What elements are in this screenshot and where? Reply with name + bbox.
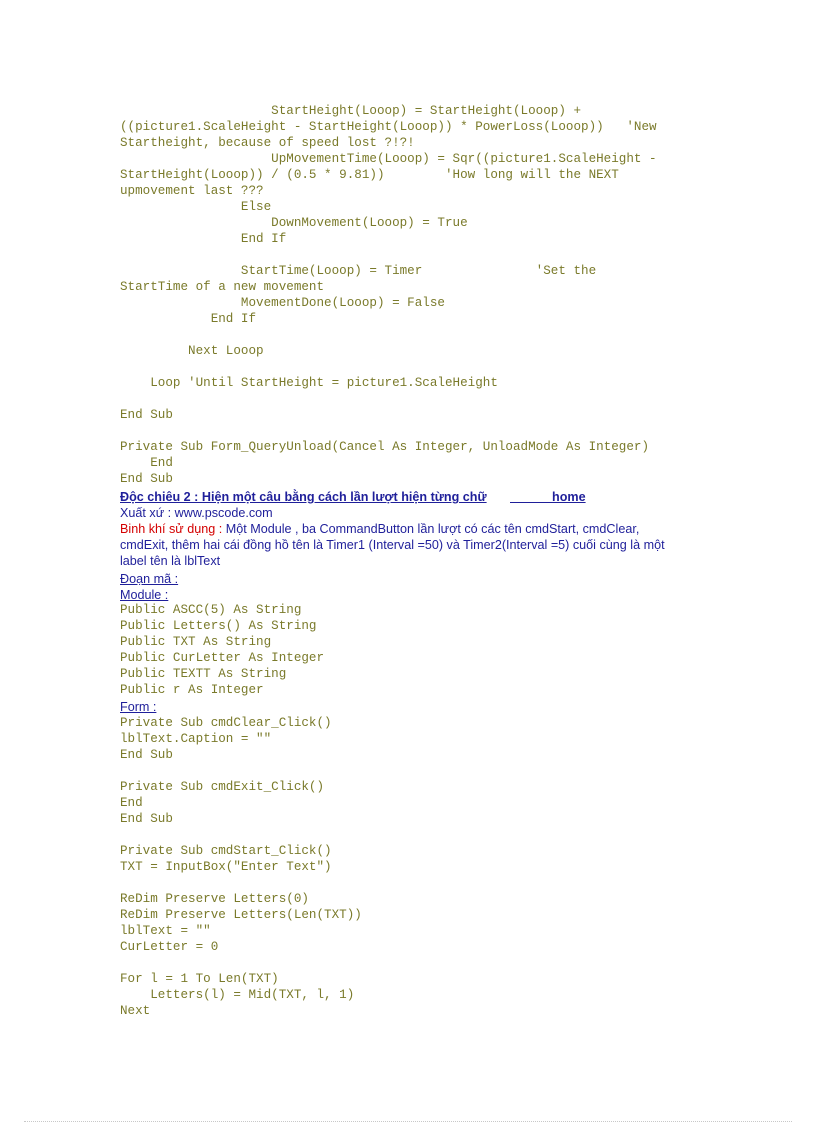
home-link[interactable]: home [552,490,586,504]
module-heading-text: Module : [120,588,169,602]
section-title [120,489,700,505]
title-underline-gap [510,502,552,503]
page-bottom-divider [24,1121,792,1122]
code-block-module: Public ASCC(5) As String Public Letters() As String Public TXT As String Public CurLetter As Integer Public TEXTT As String Public r As Integer [120,603,325,697]
section-title-text: Độc chiêu 2 : Hiện một câu bằng cách lần lượt hiện từng chữ [120,490,487,504]
form-heading-text: Form : [120,700,157,714]
usage-label: Binh khí sử dụng : [120,522,226,536]
form-heading [120,699,690,715]
source-line [120,505,690,521]
usage-paragraph [120,521,690,569]
code-block-form: Private Sub cmdClear_Click() lblText.Caption = "" End Sub Private Sub cmdExit_Click() End End Sub Private Sub cmdStart_Click() TXT = InputBox("Enter Text") ReDim Preserve Letters(0) ReDim Preserve Letters(Len(TXT)) lblText = "" CurLetter = 0 For l = 1 To Len(TXT) Letters(l) = Mid(TXT, l, 1) Next [120,716,362,1018]
source-value: www.pscode.com [174,506,273,520]
code-block-bouncing-loop: StartHeight(Looop) = StartHeight(Looop) + ((picture1.ScaleHeight - StartHeight(Looop)) * PowerLoss(Looop)) 'New Startheight, because of speed lost ?!?! UpMovementTime(Looop) = Sqr((picture1.ScaleHeight - StartHeight(Looop)) / (0.5 * 9.81)) 'How long will the NEXT upmovement last ??? Else DownMovement(Looop) = True End If StartTime(Looop) = Timer 'Set the StartTime of a new movement MovementDone(Looop) = False End If Next Looop Loop 'Until StartHeight = picture1.ScaleHeight End Sub Private Sub Form_QueryUnload(Cancel As Integer, UnloadMode As Integer) End End Sub [120,104,657,486]
source-label: Xuất xứ : [120,506,175,520]
code-heading [120,571,690,587]
module-heading [120,587,690,603]
usage-text: Một Module , ba CommandButton lần lượt có các tên cmdStart, cmdClear, cmdExit, thêm hai cái đồng hồ tên là Timer1 (Interval =50) và Timer2(Interval =5) cuối cùng là một label tên là lblText [120,522,665,568]
code-heading-text: Đoạn mã : [120,572,179,586]
